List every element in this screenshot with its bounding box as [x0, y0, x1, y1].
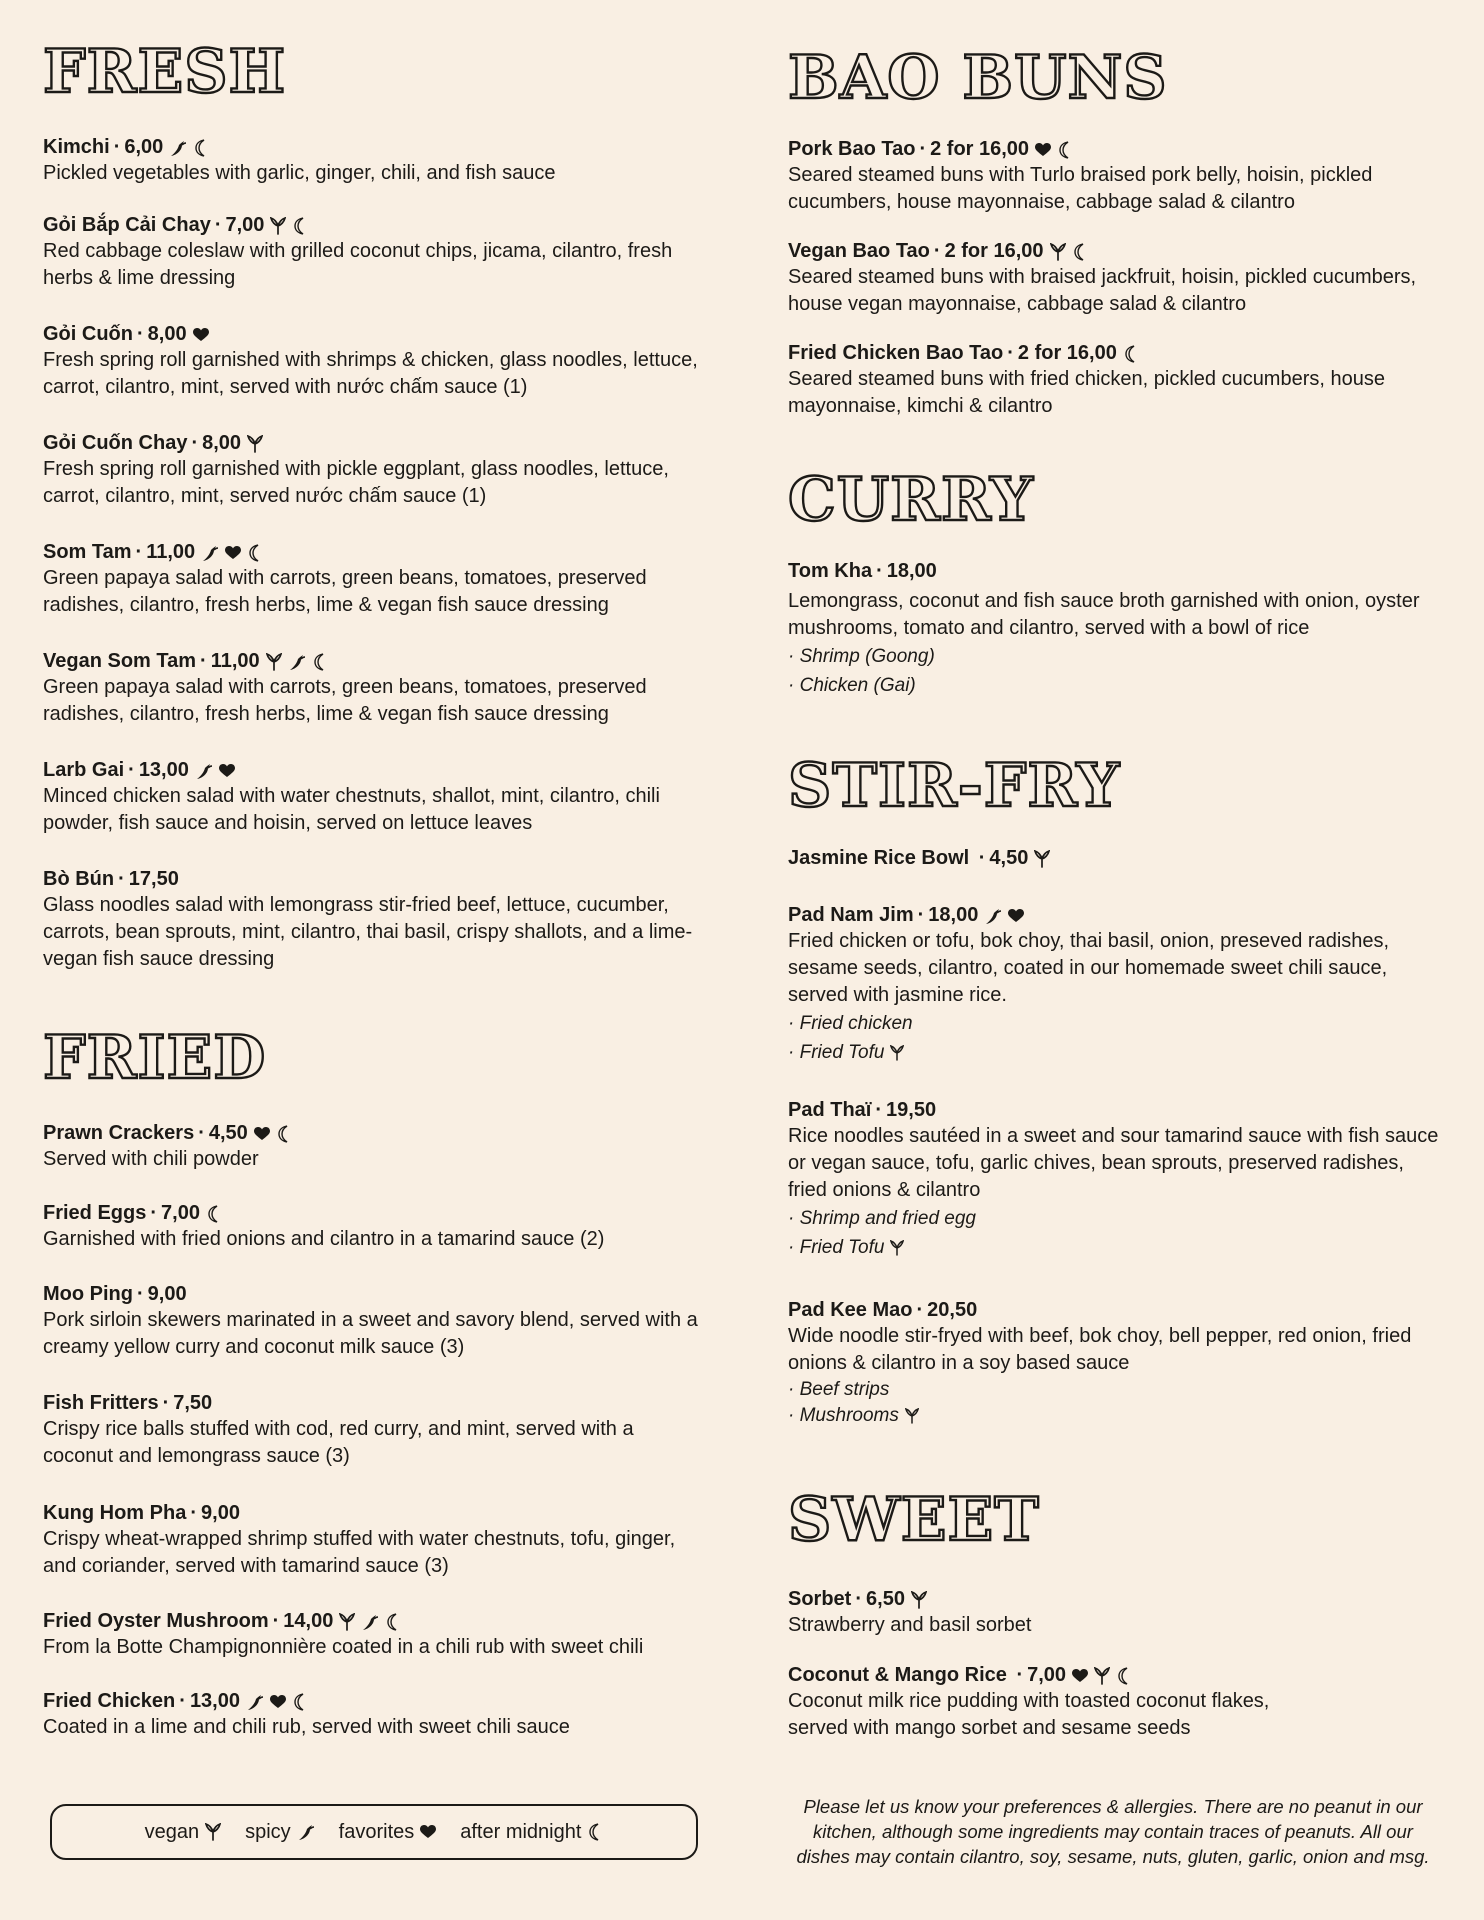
item-description: Coconut milk rice pudding with toasted coconut flakes, served with mango sorbet and sesame seeds	[788, 1690, 1270, 1739]
item-name: Jasmine Rice Bowl	[788, 847, 970, 869]
item-name: Som Tam	[43, 541, 132, 563]
crescent-moon-icon	[1123, 345, 1139, 363]
item-name: Fried Eggs	[43, 1202, 147, 1224]
item-name: Pad Thaï	[788, 1099, 872, 1121]
legend-label: after midnight	[460, 1820, 582, 1843]
section-title-bao-buns: BAO BUNS	[788, 43, 1168, 113]
menu-item: Pad Nam Jim · 18,00 Fried chicken or tofu, bok choy, thai basil, onion, preseved radishes, sesame seeds, cilantro, coated in our homemade sweet chili sauce, served with jasmine rice. · Fried chicken · Fried Tofu	[788, 902, 1448, 1067]
sprout-icon	[911, 1591, 927, 1609]
menu-item: Coconut & Mango Rice · 7,00 Coconut milk rice pudding with toasted coconut flakes, served with mango sorbet and sesame seeds	[788, 1662, 1448, 1742]
crescent-moon-icon	[292, 217, 308, 235]
item-price: 18,00	[886, 560, 937, 582]
menu-item: Kimchi · 6,00 Pickled vegetables with garlic, ginger, chili, and fish sauce	[43, 134, 703, 187]
section-title-sweet: SWEET	[788, 1485, 1040, 1555]
heart-icon	[225, 546, 241, 560]
item-price: 19,50	[886, 1099, 937, 1121]
item-price: 4,50	[208, 1122, 248, 1144]
item-price: 7,00	[1027, 1664, 1067, 1686]
item-option: · Chicken (Gai)	[788, 675, 916, 696]
heart-icon	[254, 1127, 270, 1141]
item-name: Tom Kha	[788, 560, 873, 582]
item-option: · Fried Tofu	[788, 1237, 885, 1258]
menu-item: Fried Eggs · 7,00 Garnished with fried onions and cilantro in a tamarind sauce (2)	[43, 1200, 703, 1253]
legend-label: vegan	[144, 1820, 200, 1843]
item-name: Moo Ping	[43, 1283, 133, 1305]
legend-label: favorites	[338, 1820, 415, 1843]
item-description: Crispy rice balls stuffed with cod, red curry, and mint, served with a coconut and lemongrass sauce (3)	[43, 1418, 634, 1467]
menu-item: Fried Chicken Bao Tao · 2 for 16,00 Seared steamed buns with fried chicken, pickled cucumbers, house mayonnaise, kimchi & cilantro	[788, 340, 1448, 420]
sprout-icon	[905, 1408, 919, 1424]
item-description: Lemongrass, coconut and fish sauce broth garnished with onion, oyster mushrooms, tomato and cilantro, served with a bowl of rice	[788, 590, 1420, 639]
item-description: Garnished with fried onions and cilantro in a tamarind sauce (2)	[43, 1228, 605, 1250]
item-name: Fish Fritters	[43, 1392, 159, 1414]
menu-item: Pad Thaï · 19,50 Rice noodles sautéed in a sweet and sour tamarind sauce with fish sauce or vegan sauce, tofu, garlic chives, bean sprouts, preserved radishes, fried onions & cilantro · Shrimp and fried egg · Fried Tofu	[788, 1097, 1448, 1262]
item-name: Bò Bún	[43, 868, 115, 890]
menu-item: Gỏi Cuốn Chay · 8,00 Fresh spring roll garnished with pickle eggplant, glass noodles, lettuce, carrot, cilantro, mint, served nước chấm sauce (1)	[43, 430, 703, 510]
item-name: Kung Hom Pha	[43, 1502, 187, 1524]
section-title-fresh: FRESH	[43, 37, 287, 107]
menu-item: Pork Bao Tao · 2 for 16,00 Seared steamed buns with Turlo braised pork belly, hoisin, pickled cucumbers, house mayonnaise, cabbage salad & cilantro	[788, 136, 1448, 216]
item-description: Fresh spring roll garnished with shrimps & chicken, glass noodles, lettuce, carrot, cilantro, mint, served with nước chấm sauce (1)	[43, 349, 698, 398]
item-option: · Shrimp (Goong)	[788, 646, 935, 667]
item-price: 9,00	[201, 1502, 240, 1524]
item-option: · Beef strips	[788, 1379, 890, 1400]
menu-item: Larb Gai · 13,00 Minced chicken salad with water chestnuts, shallot, mint, cilantro, chili powder, fish sauce and hoisin, served on lettuce leaves	[43, 757, 703, 837]
item-price: 6,50	[866, 1588, 905, 1610]
legend-label: spicy	[245, 1820, 291, 1843]
crescent-moon-icon	[587, 1823, 603, 1841]
item-price: 2 for 16,00	[930, 138, 1030, 160]
crescent-moon-icon	[193, 139, 209, 157]
item-option: · Mushrooms	[788, 1405, 899, 1426]
item-description: Seared steamed buns with fried chicken, pickled cucumbers, house mayonnaise, kimchi & cilantro	[788, 368, 1385, 417]
crescent-moon-icon	[276, 1125, 292, 1143]
heart-icon	[270, 1695, 286, 1709]
sprout-icon	[1034, 850, 1050, 868]
item-name: Fried Oyster Mushroom	[43, 1610, 269, 1632]
chili-icon	[169, 139, 187, 157]
item-price: 13,00	[138, 759, 189, 781]
item-description: Wide noodle stir-fryed with beef, bok choy, bell pepper, red onion, fried onions & cilantro in a soy based sauce	[788, 1325, 1412, 1374]
item-name: Pork Bao Tao	[788, 138, 916, 160]
item-description: Seared steamed buns with Turlo braised pork belly, hoisin, pickled cucumbers, house mayonnaise, cabbage salad & cilantro	[788, 164, 1373, 213]
item-description: Glass noodles salad with lemongrass stir-fried beef, lettuce, cucumber, carrots, bean sprouts, mint, cilantro, thai basil, crispy shallots, and a lime-vegan fish sauce dressing	[43, 894, 693, 970]
item-description: Coated in a lime and chili rub, served with sweet chili sauce	[43, 1716, 570, 1738]
crescent-moon-icon	[292, 1693, 308, 1711]
section-title-stir-fry: STIR-FRY	[788, 751, 1121, 821]
item-price: 8,00	[202, 432, 242, 454]
item-option-row	[788, 1403, 1448, 1429]
menu-item: Gỏi Bắp Cải Chay · 7,00 Red cabbage coleslaw with grilled coconut chips, jicama, cilantro, fresh herbs & lime dressing	[43, 212, 703, 292]
crescent-moon-icon	[312, 653, 328, 671]
item-name: Fried Chicken	[43, 1690, 176, 1712]
heart-icon	[1008, 909, 1024, 923]
chili-icon	[201, 544, 219, 562]
item-price: 8,00	[147, 323, 187, 345]
menu-item: Moo Ping · 9,00 Pork sirloin skewers marinated in a sweet and savory blend, served with a creamy yellow curry and coconut milk sauce (3)	[43, 1281, 703, 1361]
item-name: Pad Kee Mao	[788, 1299, 913, 1321]
item-price: 18,00	[928, 904, 979, 926]
sprout-icon	[266, 653, 282, 671]
item-price: 17,50	[128, 868, 179, 890]
item-description: Pickled vegetables with garlic, ginger, chili, and fish sauce	[43, 162, 556, 184]
item-name: Vegan Bao Tao	[788, 240, 930, 262]
item-price: 14,00	[283, 1610, 334, 1632]
item-name: Prawn Crackers	[43, 1122, 195, 1144]
item-option: · Fried Tofu	[788, 1042, 885, 1063]
heart-icon	[1035, 143, 1051, 157]
legend-box	[50, 1804, 698, 1860]
chili-icon	[984, 907, 1002, 925]
sprout-icon	[890, 1045, 904, 1061]
menu-item: Gỏi Cuốn · 8,00 Fresh spring roll garnished with shrimps & chicken, glass noodles, lettuce, carrot, cilantro, mint, served with nước chấm sauce (1)	[43, 321, 703, 401]
sprout-icon	[890, 1240, 904, 1256]
item-name: Kimchi	[43, 136, 110, 158]
sprout-icon	[1094, 1667, 1110, 1685]
legend-spicy	[245, 1821, 315, 1844]
item-description: Strawberry and basil sorbet	[788, 1614, 1032, 1636]
menu-item: Fried Chicken · 13,00 Coated in a lime and chili rub, served with sweet chili sauce	[43, 1688, 703, 1741]
item-description: Rice noodles sautéed in a sweet and sour tamarind sauce with fish sauce or vegan sauce, tofu, garlic chives, bean sprouts, preserved radishes, fried onions & cilantro	[788, 1125, 1439, 1201]
item-description: Fresh spring roll garnished with pickle eggplant, glass noodles, lettuce, carrot, cilantro, mint, served nước chấm sauce (1)	[43, 458, 669, 507]
item-price: 2 for 16,00	[1017, 342, 1117, 364]
item-description: Crispy wheat-wrapped shrimp stuffed with water chestnuts, tofu, ginger, and coriander, served with tamarind sauce (3)	[43, 1528, 676, 1577]
item-description: Fried chicken or tofu, bok choy, thai basil, onion, preseved radishes, sesame seeds, cilantro, coated in our homemade sweet chili sauce, served with jasmine rice.	[788, 930, 1390, 1006]
menu-item: Bò Bún · 17,50 Glass noodles salad with lemongrass stir-fried beef, lettuce, cucumber, carrots, bean sprouts, mint, cilantro, thai basil, crispy shallots, and a lime-vegan fish sauce dressing	[43, 866, 703, 973]
item-name: Larb Gai	[43, 759, 125, 781]
item-description: Red cabbage coleslaw with grilled coconut chips, jicama, cilantro, fresh herbs & lime dressing	[43, 240, 673, 289]
menu-item: Jasmine Rice Bowl · 4,50	[788, 845, 1448, 871]
heart-icon	[420, 1825, 436, 1839]
heart-icon	[1072, 1669, 1088, 1683]
item-price: 9,00	[147, 1283, 187, 1305]
sprout-icon	[339, 1613, 355, 1631]
item-price: 13,00	[189, 1690, 240, 1712]
crescent-moon-icon	[385, 1613, 401, 1631]
chili-icon	[288, 653, 306, 671]
menu-item: Fried Oyster Mushroom · 14,00 From la Botte Champignonnière coated in a chili rub with sweet chili	[43, 1608, 703, 1661]
item-option-row	[788, 1038, 1448, 1067]
item-name: Gỏi Bắp Cải Chay	[43, 214, 211, 236]
sprout-icon	[247, 435, 263, 453]
crescent-moon-icon	[1072, 243, 1088, 261]
item-description: Served with chili powder	[43, 1148, 259, 1170]
item-name: Fried Chicken Bao Tao	[788, 342, 1004, 364]
item-price: 11,00	[146, 541, 196, 563]
crescent-moon-icon	[1116, 1667, 1132, 1685]
item-description: Seared steamed buns with braised jackfruit, hoisin, pickled cucumbers, house vegan mayonnaise, cabbage salad & cilantro	[788, 266, 1417, 315]
heart-icon	[219, 764, 235, 778]
item-name: Pad Nam Jim	[788, 904, 914, 926]
sprout-icon	[270, 217, 286, 235]
item-price: 7,50	[173, 1392, 213, 1414]
menu-item: Vegan Bao Tao · 2 for 16,00 Seared steamed buns with braised jackfruit, hoisin, pickled cucumbers, house vegan mayonnaise, cabbage salad & cilantro	[788, 238, 1448, 318]
sprout-icon	[1050, 243, 1066, 261]
item-description: Green papaya salad with carrots, green beans, tomatoes, preserved radishes, cilantro, fresh herbs, lime & vegan fish sauce dressing	[43, 567, 647, 616]
chili-icon	[297, 1823, 315, 1841]
item-description: Pork sirloin skewers marinated in a sweet and savory blend, served with a creamy yellow curry and coconut milk sauce (3)	[43, 1309, 698, 1358]
legend-vegan	[145, 1821, 222, 1844]
heart-icon	[193, 328, 209, 342]
item-option: · Fried chicken	[788, 1013, 913, 1034]
menu-item: Pad Kee Mao · 20,50 Wide noodle stir-fryed with beef, bok choy, bell pepper, red onion, fried onions & cilantro in a soy based sauce · Beef strips · Mushrooms	[788, 1297, 1448, 1429]
menu-item: Fish Fritters · 7,50 Crispy rice balls stuffed with cod, red curry, and mint, served with a coconut and lemongrass sauce (3)	[43, 1390, 703, 1470]
chili-icon	[195, 762, 213, 780]
item-option: · Shrimp and fried egg	[788, 1208, 976, 1229]
menu-item: Kung Hom Pha · 9,00 Crispy wheat-wrapped shrimp stuffed with water chestnuts, tofu, ginger, and coriander, served with tamarind sauce (3)	[43, 1500, 703, 1580]
item-price: 6,00	[124, 136, 164, 158]
item-name: Vegan Som Tam	[43, 650, 197, 672]
sprout-icon	[205, 1823, 221, 1841]
item-price: 7,00	[225, 214, 265, 236]
allergy-note: Please let us know your preferences & allergies. There are no peanut in our kitchen, although some ingredients may contain traces of peanuts. All our dishes may contain cilantro, soy, sesame, nuts, gluten, garlic, onion and msg.	[796, 1796, 1430, 1867]
legend-after-midnight	[460, 1821, 603, 1844]
item-name: Gỏi Cuốn	[43, 323, 133, 345]
item-option-row	[788, 1233, 1448, 1262]
item-name: Sorbet	[788, 1588, 852, 1610]
item-description: Green papaya salad with carrots, green beans, tomatoes, preserved radishes, cilantro, fresh herbs, lime & vegan fish sauce dressing	[43, 676, 647, 725]
crescent-moon-icon	[206, 1205, 222, 1223]
section-title-fried: FRIED	[43, 1023, 267, 1093]
menu-item: Vegan Som Tam · 11,00 Green papaya salad with carrots, green beans, tomatoes, preserved radishes, cilantro, fresh herbs, lime & vegan fish sauce dressing	[43, 648, 703, 728]
menu-item: Sorbet · 6,50 Strawberry and basil sorbet	[788, 1586, 1448, 1639]
item-price: 2 for 16,00	[944, 240, 1044, 262]
item-description: From la Botte Champignonnière coated in a chili rub with sweet chili	[43, 1636, 644, 1658]
chili-icon	[361, 1613, 379, 1631]
menu-item: Som Tam · 11,00 Green papaya salad with carrots, green beans, tomatoes, preserved radishes, cilantro, fresh herbs, lime & vegan fish sauce dressing	[43, 539, 703, 619]
item-price: 11,00	[210, 650, 260, 672]
item-price: 7,00	[161, 1202, 200, 1224]
chili-icon	[246, 1693, 264, 1711]
crescent-moon-icon	[1057, 141, 1073, 159]
item-description: Minced chicken salad with water chestnuts, shallot, mint, cilantro, chili powder, fish sauce and hoisin, served on lettuce leaves	[43, 785, 660, 834]
menu-item: Tom Kha · 18,00 Lemongrass, coconut and fish sauce broth garnished with onion, oyster mushrooms, tomato and cilantro, served with a bowl of rice · Shrimp (Goong) · Chicken (Gai)	[788, 558, 1448, 700]
menu-item: Prawn Crackers · 4,50 Served with chili powder	[43, 1120, 703, 1173]
section-title-curry: CURRY	[788, 465, 1034, 535]
item-name: Coconut & Mango Rice	[788, 1664, 1007, 1686]
crescent-moon-icon	[247, 544, 263, 562]
item-name: Gỏi Cuốn Chay	[43, 432, 188, 454]
item-price: 4,50	[989, 847, 1029, 869]
legend-favorites	[339, 1821, 437, 1844]
item-price: 20,50	[927, 1299, 978, 1321]
